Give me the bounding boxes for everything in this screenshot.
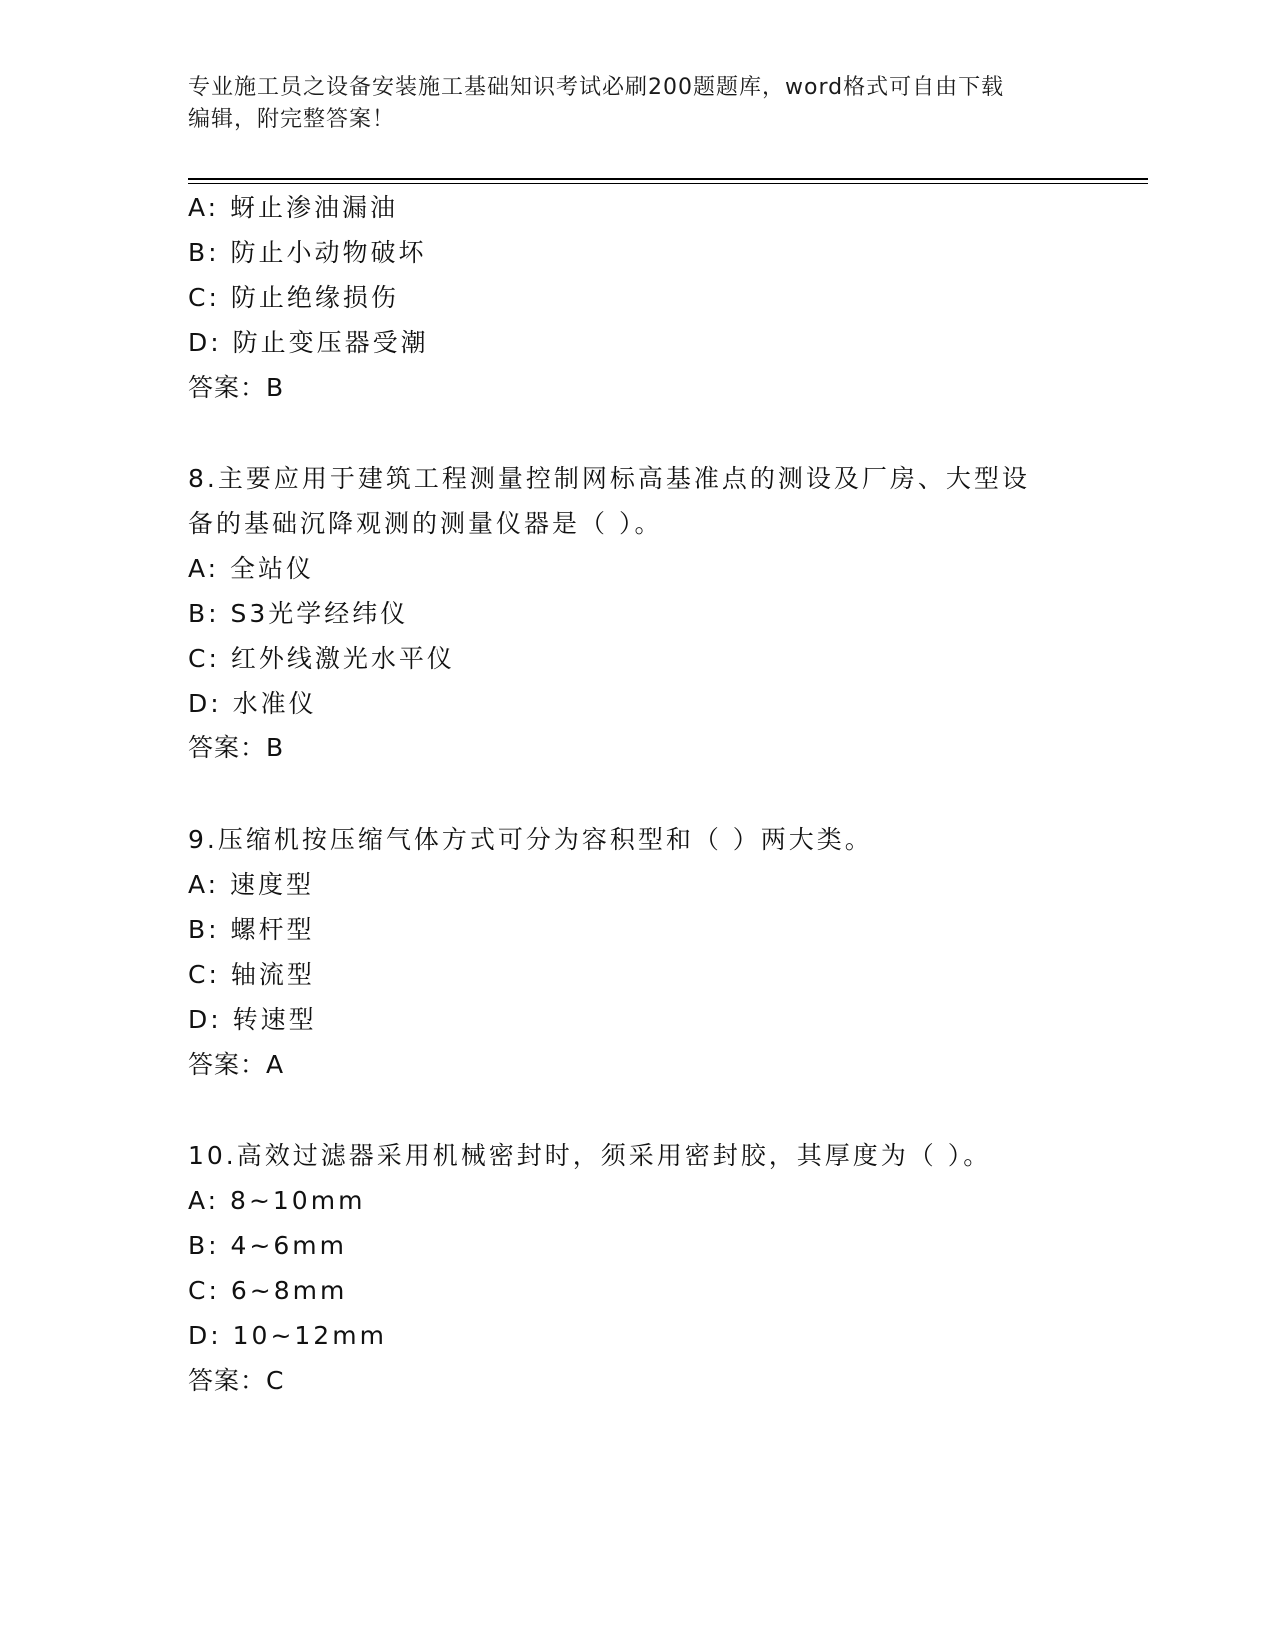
document-header: [188, 72, 1088, 136]
q8-answer: 答案：B: [188, 733, 285, 762]
option-letter: B:: [188, 1231, 220, 1260]
q8-stem-line-2: 备的基础沉降观测的测量仪器是（ ）。: [188, 509, 663, 538]
q10-stem-line-1: 10.高效过滤器采用机械密封时，须采用密封胶，其厚度为（ ）。: [188, 1141, 992, 1170]
q9-option-a: [188, 870, 314, 900]
q8-stem-line-1: 8.主要应用于建筑工程测量控制网标高基准点的测设及厂房、大型设: [188, 464, 1030, 493]
option-text: 8~10mm: [230, 1186, 366, 1215]
option-text: 轴流型: [230, 960, 315, 989]
q10-option-c: [188, 1276, 347, 1306]
option-letter: A:: [188, 870, 220, 899]
option-letter: D:: [188, 328, 222, 357]
option-text: 螺杆型: [230, 915, 315, 944]
option-text: 红外线激光水平仪: [230, 644, 455, 673]
option-text: 水准仪: [232, 689, 317, 718]
option-letter: D:: [188, 1321, 222, 1350]
option-letter: A:: [188, 554, 220, 583]
q9-option-d: [188, 1005, 317, 1035]
option-letter: A:: [188, 193, 220, 222]
q7-option-a: [188, 193, 398, 223]
option-text: 10~12mm: [232, 1321, 387, 1350]
header-divider-top: [188, 178, 1148, 180]
option-text: 蚜止渗油漏油: [230, 193, 399, 222]
option-text: 防止小动物破坏: [230, 238, 427, 267]
option-text: 4~6mm: [230, 1231, 347, 1260]
option-letter: C:: [188, 960, 220, 989]
q7-option-b: [188, 238, 427, 268]
option-text: 转速型: [232, 1005, 317, 1034]
header-divider-bottom: [188, 183, 1148, 184]
option-text: 速度型: [230, 870, 315, 899]
q10-option-d: [188, 1321, 387, 1351]
option-letter: D:: [188, 689, 222, 718]
q8-option-c: [188, 644, 455, 674]
option-text: 防止变压器受潮: [232, 328, 429, 357]
q9-answer: 答案：A: [188, 1050, 285, 1079]
option-text: S3光学经纬仪: [230, 599, 409, 628]
q9-stem-line-1: 9.压缩机按压缩气体方式可分为容积型和（ ）两大类。: [188, 825, 873, 854]
q10-option-b: [188, 1231, 347, 1261]
option-letter: D:: [188, 1005, 222, 1034]
q7-answer: 答案：B: [188, 373, 285, 402]
option-letter: B:: [188, 238, 220, 267]
header-line-2: 编辑，附完整答案！: [188, 107, 396, 132]
q9-option-c: [188, 960, 315, 990]
option-letter: A:: [188, 1186, 220, 1215]
q7-option-c: [188, 283, 399, 313]
q10-option-a: [188, 1186, 365, 1216]
option-letter: C:: [188, 283, 220, 312]
option-text: 全站仪: [230, 554, 315, 583]
q10-answer: 答案：C: [188, 1366, 285, 1395]
header-line-1: 专业施工员之设备安装施工基础知识考试必刷200题题库，word格式可自由下载: [188, 75, 1005, 100]
q9-option-b: [188, 915, 315, 945]
option-letter: C:: [188, 1276, 220, 1305]
option-letter: B:: [188, 915, 220, 944]
q8-option-a: [188, 554, 314, 584]
option-letter: B:: [188, 599, 220, 628]
option-text: 6~8mm: [230, 1276, 348, 1305]
q7-option-d: [188, 328, 429, 358]
option-letter: C:: [188, 644, 220, 673]
option-text: 防止绝缘损伤: [230, 283, 399, 312]
q8-option-d: [188, 689, 317, 719]
q8-option-b: [188, 599, 408, 629]
